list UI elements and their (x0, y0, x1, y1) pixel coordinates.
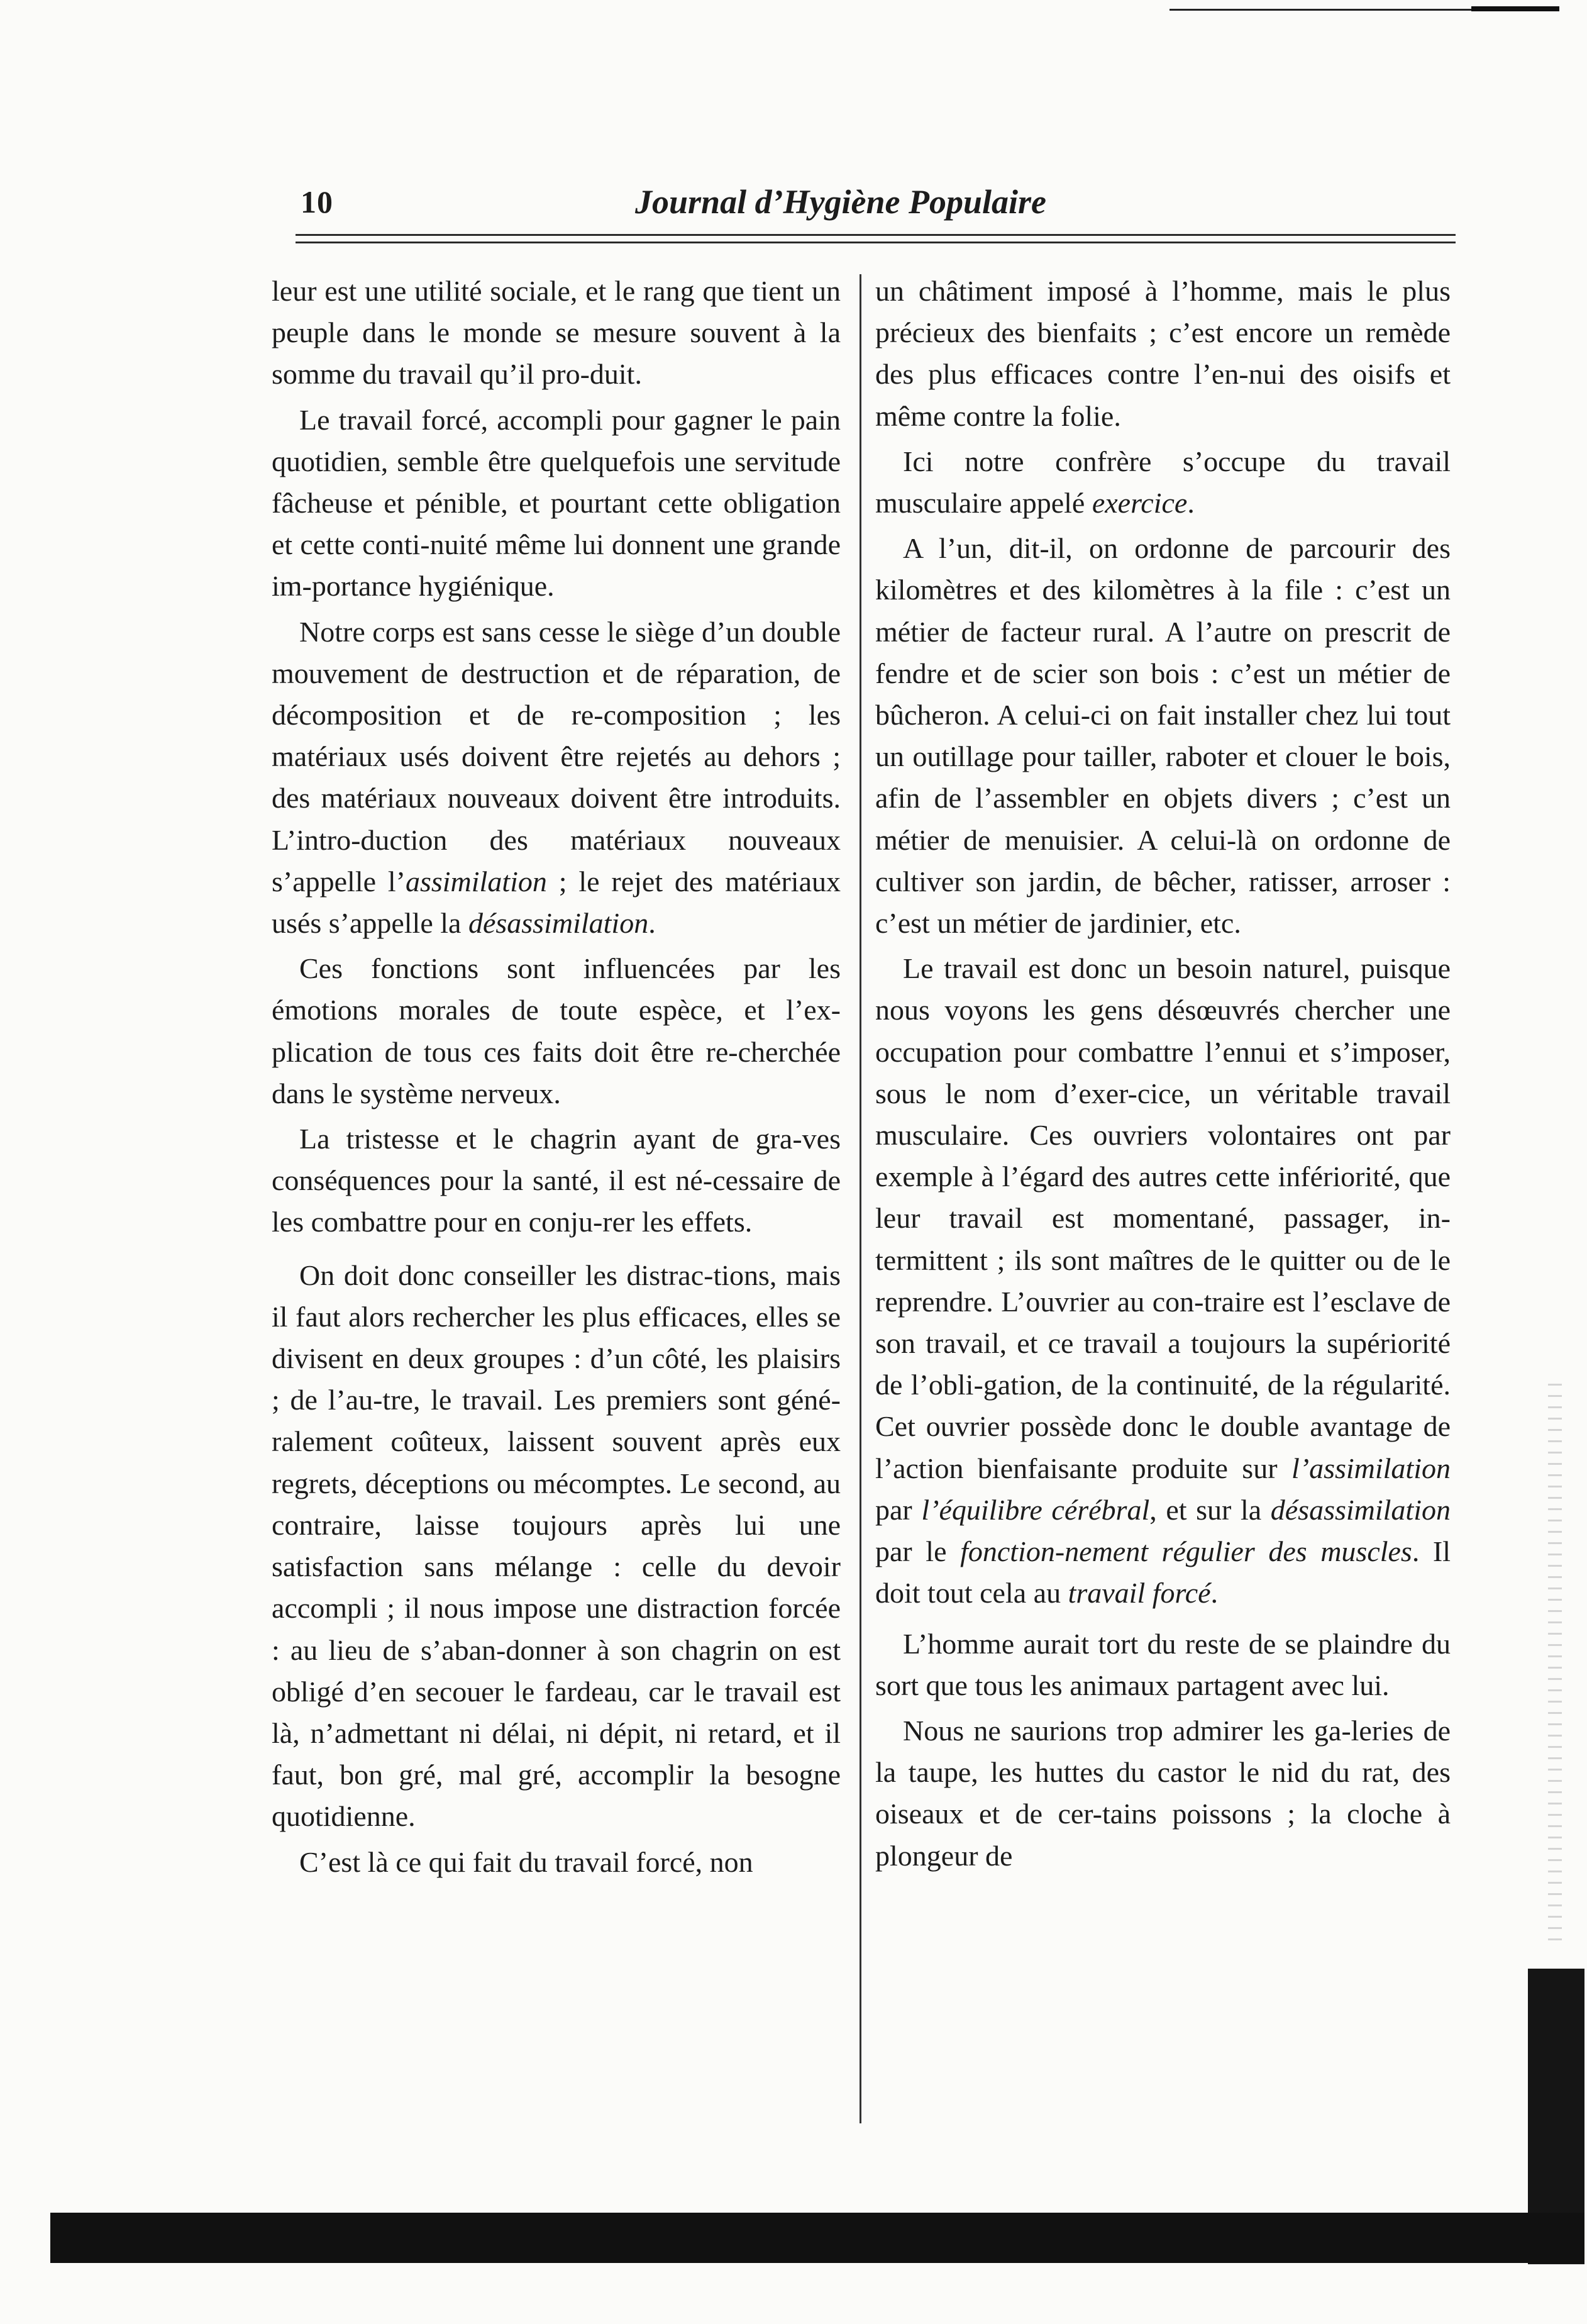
italic-term: l’assimilation (1291, 1452, 1451, 1484)
italic-term: fonction-nement régulier des muscles (960, 1535, 1412, 1568)
text-run: . (648, 907, 656, 940)
paragraph: Le travail forcé, accompli pour gagner le pain quotidien, semble être quelquefois une servitude fâcheuse et pénible, et pourtant cette obligation et cette conti-nuité même lui donnent une grande im-portance hygiénique. (272, 403, 841, 603)
scan-edge-artifact (1548, 1384, 1562, 1950)
text-run: Ici notre confrère s’occupe du travail musculaire appelé (875, 445, 1451, 520)
italic-term: travail forcé (1068, 1577, 1211, 1610)
header-rule-bottom (296, 242, 1456, 243)
italic-term: exercice (1092, 487, 1188, 520)
text-run: . (1187, 487, 1195, 520)
text-run: ; le rejet des matériaux usés s’appelle la (272, 865, 841, 940)
paragraph (875, 441, 1451, 524)
paragraph (272, 611, 841, 945)
italic-term: assimilation (405, 865, 547, 898)
italic-term: désassimilation (468, 907, 649, 940)
paragraph: leur est une utilité sociale, et le rang que tient un peuple dans le monde se mesure souvent à la somme du travail qu’il pro-duit. (272, 275, 841, 391)
page-number: 10 (301, 184, 333, 220)
text-run: , et sur la (1149, 1493, 1271, 1526)
running-title: Journal d’Hygiène Populaire (635, 183, 1047, 221)
right-column (875, 270, 1451, 1877)
header-rule-top (296, 234, 1456, 236)
paragraph: Ces fonctions sont influencées par les émotions morales de toute espèce, et l’ex-plication de tous ces faits doit être re-cherchée dans le système nerveux. (272, 952, 841, 1109)
text-run: par (875, 1493, 922, 1526)
paragraph: Nous ne saurions trop admirer les ga-leries de la taupe, les huttes du castor le nid du rat, des oiseaux et de cer-tains poissons ; la cloche à plongeur de (875, 1714, 1451, 1872)
text-run: . Il doit tout cela au (875, 1535, 1451, 1610)
paragraph (875, 948, 1451, 1614)
paragraph: L’homme aurait tort du reste de se plaindre du sort que tous les animaux partagent avec lui. (875, 1627, 1451, 1701)
text-run: par le (875, 1535, 961, 1568)
top-edge-mark (1471, 6, 1559, 11)
paragraph: C’est là ce qui fait du travail forcé, non (299, 1845, 753, 1878)
text-run: . (1210, 1577, 1219, 1610)
paragraph: un châtiment imposé à l’homme, mais le plus précieux des bienfaits ; c’est encore un remède des plus efficaces contre l’en-nui des oisifs et même contre la folie. (875, 275, 1451, 432)
text-run: Le travail est donc un besoin naturel, puisque nous voyons les gens désœuvrés chercher une occupation pour combattre l’ennui et s’imposer, sous le nom d’exer-cice, un véritable travail musculaire. Ces ouvriers volontaires ont par exemple à l’égard des autres cette infériorité, que leur travail est momentané, passager, in-termittent ; ils sont maîtres de le quitter ou de le reprendre. L’ouvrier au con-traire est l’esclave de son travail, et ce travail a toujours la supériorité de l’obli-gation, de la continuité, de la régularité. Cet ouvrier possède donc le double avantage de l’action bienfaisante produite sur (875, 952, 1451, 1484)
column-divider (860, 274, 861, 2123)
left-column (272, 270, 841, 1883)
scan-bottom-band (50, 2213, 1584, 2263)
italic-term: désassimilation (1270, 1493, 1451, 1526)
italic-term: l’équilibre cérébral (921, 1493, 1150, 1526)
paragraph: A l’un, dit-il, on ordonne de parcourir des kilomètres et des kilomètres à la file : c’est un métier de facteur rural. A l’autre on prescrit de fendre et de scier son bois : c’est un métier de bûcheron. A celui-ci on fait installer chez lui tout un outillage pour tailler, raboter et clouer le bois, afin de l’assembler en objets divers ; c’est un métier de menuisier. A celui-là on ordonne de cultiver son jardin, de bêcher, ratisser, arroser : c’est un métier de jardinier, etc. (875, 532, 1451, 940)
text-run: Notre corps est sans cesse le siège d’un double mouvement de destruction et de réparation, de décomposition et de re-composition ; les matériaux usés doivent être rejetés au dehors ; des matériaux nouveaux doivent être introduits. L’intro-duction des matériaux nouveaux s’appelle l’ (272, 615, 841, 898)
paragraph: On doit donc conseiller les distrac-tions, mais il faut alors rechercher les plus efficaces, elles se divisent en deux groupes : d’un côté, les plaisirs ; de l’au-tre, le travail. Les premiers sont géné-ralement coûteux, laissent souvent après eux regrets, déceptions ou mécomptes. Le second, au contraire, laisse toujours après lui une satisfaction sans mélange : celle du devoir accompli ; il nous impose une distraction forcée : au lieu de s’aban-donner à son chagrin on est obligé d’en secouer le fardeau, car le travail est là, n’admettant ni délai, ni dépit, ni retard, et il faut, bon gré, mal gré, accomplir la besogne quotidienne. (272, 1259, 841, 1833)
paragraph: La tristesse et le chagrin ayant de gra-ves conséquences pour la santé, il est né-cessaire de les combattre pour en conju-rer les effets. (272, 1123, 841, 1238)
